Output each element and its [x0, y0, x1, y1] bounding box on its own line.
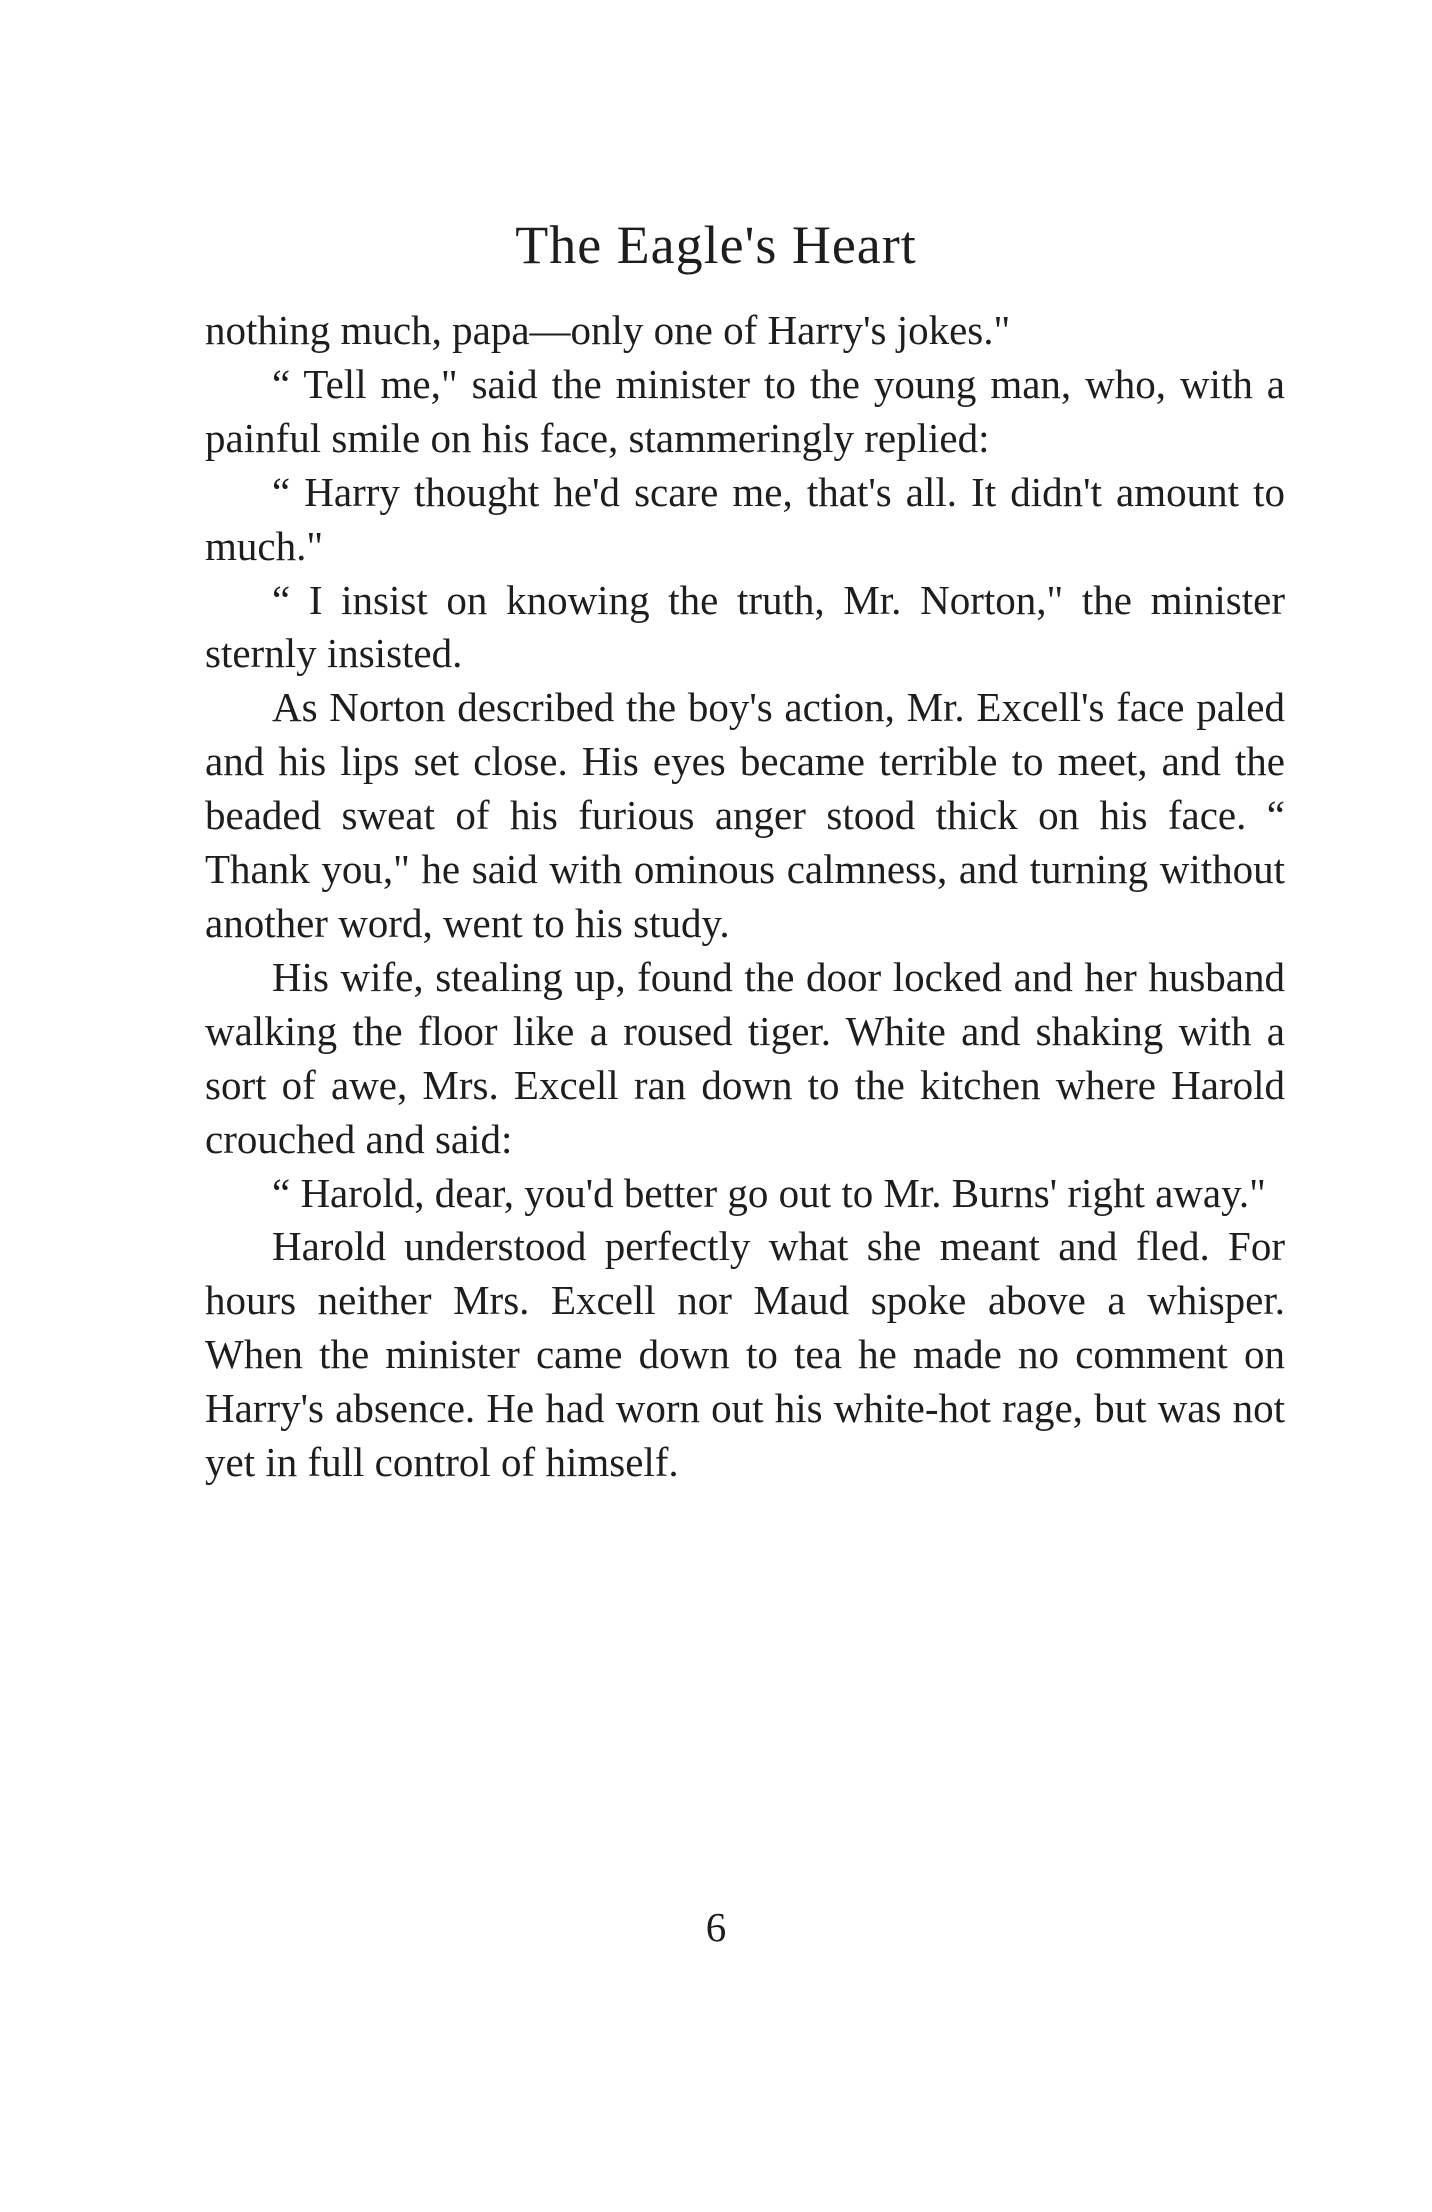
paragraph-norton-described: As Norton described the boy's action, Mr. Excell's face paled and his lips set close. His eyes became terrible to meet, and the beaded sweat of his furious anger stood thick on his face. “ Thank you," he said with ominous calmness, and turning without another word, went to his study.: [205, 684, 1285, 946]
paragraph-harold-dear: “ Harold, dear, you'd better go out to Mr. Burns' right away.": [272, 1169, 1266, 1216]
paragraph-harry-thought: “ Harry thought he'd scare me, that's all. It didn't amount to much.": [205, 468, 1285, 569]
paragraph-his-wife: His wife, stealing up, found the door locked and her husband walking the floor like a roused tiger. White and shaking with a sort of awe, Mrs. Excell ran down to the kitchen where Harold crouched and said:: [205, 953, 1285, 1162]
page-number: 6: [705, 1904, 727, 1950]
paragraph-harold-understood: Harold understood perfectly what she meant and fled. For hours neither Mrs. Excell nor Maud spoke above a whisper. When the minister came down to tea he made no comment on Harry's absence. He had worn out his white-hot rage, but was not yet in full control of himself.: [205, 1223, 1285, 1486]
paragraph-insist: “ I insist on knowing the truth, Mr. Norton," the minister sternly insisted.: [205, 576, 1285, 677]
running-title: The Eagle's Heart: [515, 215, 917, 275]
body-text: [205, 304, 1285, 1490]
paragraph-tell-me: “ Tell me," said the minister to the young man, who, with a painful smile on his face, stammeringly replied:: [205, 360, 1285, 461]
paragraph-continuation: nothing much, papa—only one of Harry's jokes.": [205, 307, 1011, 353]
